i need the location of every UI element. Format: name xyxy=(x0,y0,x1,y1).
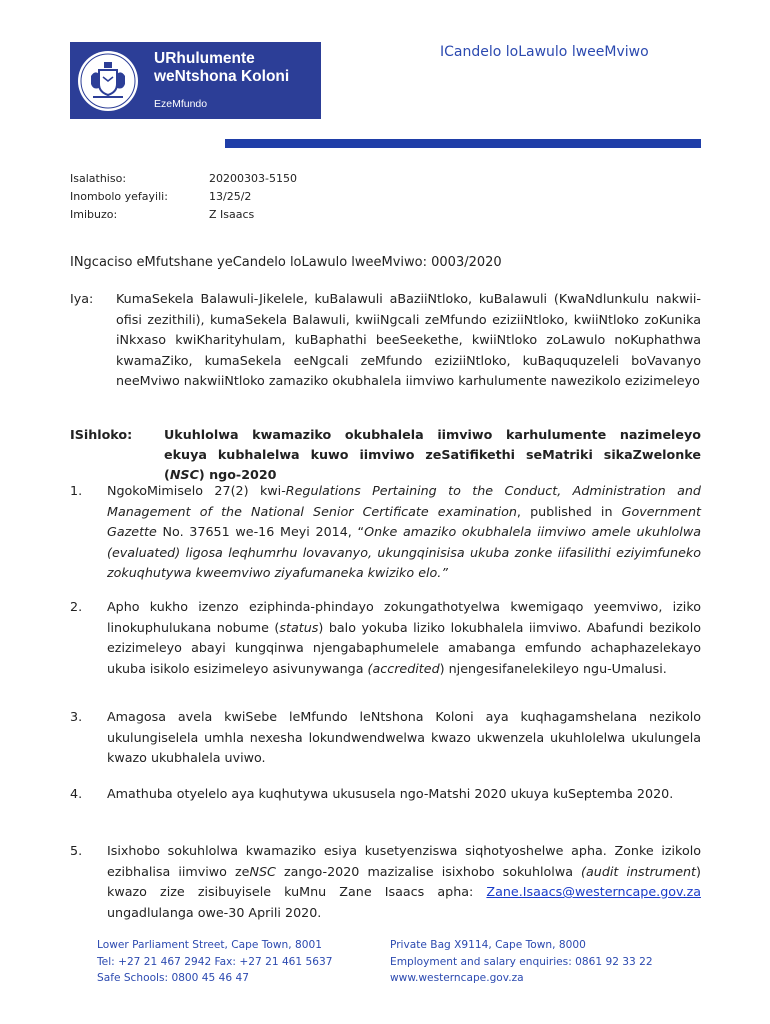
logo-title: URhulumente weNtshona Koloni xyxy=(154,50,290,85)
website-link[interactable]: www.westerncape.gov.za xyxy=(390,972,524,984)
paragraph-4: 4. Amathuba otyelelo aya kuqhutywa ukususela ngo-Matshi 2020 ukuya kuSeptemba 2020. xyxy=(70,786,674,801)
enquiries-row: Imibuzo: Z Isaacs xyxy=(70,208,255,221)
wcg-logo xyxy=(70,42,321,119)
recipients-label: Iya: xyxy=(70,291,94,306)
recipients-block xyxy=(70,289,701,392)
subject-label: ISihloko: xyxy=(70,427,133,442)
department-header: ICandelo loLawulo lweeMviwo xyxy=(440,44,649,60)
paragraph-1: 1. NgokoMimiselo 27(2) kwi-Regulations Pertaining to the Conduct, Administration and Management of the National Senior Certificate examination, published in Government Gazette No. 37651 we-16 Meyi 2014, “Onke amaziko okubhalela iimviwo amele ukuhlolwa (evaluated) ligosa leqhumrhu lovavanyo, ukungqinisisa ukuba zonke iifasilithi eziyimfuneko zokuqhutywa kweemviwo ziyafumaneka kwiziko elo.” xyxy=(70,483,701,580)
reference-block xyxy=(70,170,297,224)
paragraph-5: 5. Isixhobo sokuhlolwa kwamaziko esiya kusetyenziswa siqhotyoshelwe apha. Zonke izikolo ezibhalisa iimviwo zeNSC zango-2020 mazizalise isixhobo sokuhlolwa (audit instrument) kwazo zize zisibuyisele kuMnu Zane Isaacs apha: Zane.Isaacs@westerncape.gov.za ungadlulanga owe-30 Aprili 2020. xyxy=(70,843,701,920)
subject-text: Ukuhlolwa kwamaziko okubhalela iimviwo karhulumente nazimeleyo ekuya kubhalelwa kuwo iimviwo zeSatifikethi seMatriki sikaZwelonke (NSC) ngo-2020 xyxy=(164,427,701,482)
email-link[interactable]: Zane.Isaacs@westerncape.gov.za xyxy=(486,884,701,899)
paragraph-3: 3. Amagosa avela kwiSebe leMfundo leNtshona Koloni aya kuqhagamshelana nezikolo ukulungiselela umhla nexesha lokundwendwelwa kwazo ukwenzela ukuhlolelwa ukulungela kwazo ukubhalela uviwo. xyxy=(70,709,701,765)
coat-of-arms-icon xyxy=(77,50,139,112)
logo-subtitle: EzeMfundo xyxy=(154,98,208,110)
reference-row: Isalathiso: 20200303-5150 xyxy=(70,172,297,185)
subject-block xyxy=(70,425,701,485)
footer-contact: Private Bag X9114, Cape Town, 8000 Employment and salary enquiries: 0861 92 33 22 www.westerncape.gov.za xyxy=(390,937,653,987)
memo-title: INgcaciso eMfutshane yeCandelo loLawulo lweeMviwo: 0003/2020 xyxy=(70,255,502,270)
file-number-row: Inombolo yefayili: 13/25/2 xyxy=(70,190,252,203)
footer-address: Lower Parliament Street, Cape Town, 8001 Tel: +27 21 467 2942 Fax: +27 21 461 5637 Safe Schools: 0800 45 46 47 xyxy=(97,939,333,984)
recipients-text: KumaSekela Balawuli-Jikelele, kuBalawuli aBaziiNtloko, kuBalawuli (KwaNdlunkulu nakwii-ofisi zezithili), kumaSekela Balawuli, kwiiNgcali zeMfundo eziziiNtloko, kwiiNtloko zoKunika iNkxaso kwiKharityhulam, kuBaphathi beeSeekethe, kwiiNtloko zoLawulo noKuphathwa kwamaZiko, kumaSekela eeNgcali zeMfundo eziziiNtloko, kuBaququzeleli boVavanyo neeMviwo nakwiiNtloko zamaziko okubhalela iimviwo karhulumente nawezikolo ezizimeleyo xyxy=(116,291,701,388)
paragraph-2: 2. Apho kukho izenzo eziphinda-phindayo zokungathotyelwa kwemigaqo yeemviwo, iziko linokuphulukana nobume (status) balo yokuba liziko lokubhalela iimviwo. Abafundi bezikolo ezizimeleyo abayi kungqinwa njengabaphumelele amabanga emfundo achaphazelekayo ukuba isikolo esizimeleyo asivunywanga (accredited) njengesifanelekileyo ngu-Umalusi. xyxy=(70,599,701,676)
header-rule xyxy=(225,139,701,148)
